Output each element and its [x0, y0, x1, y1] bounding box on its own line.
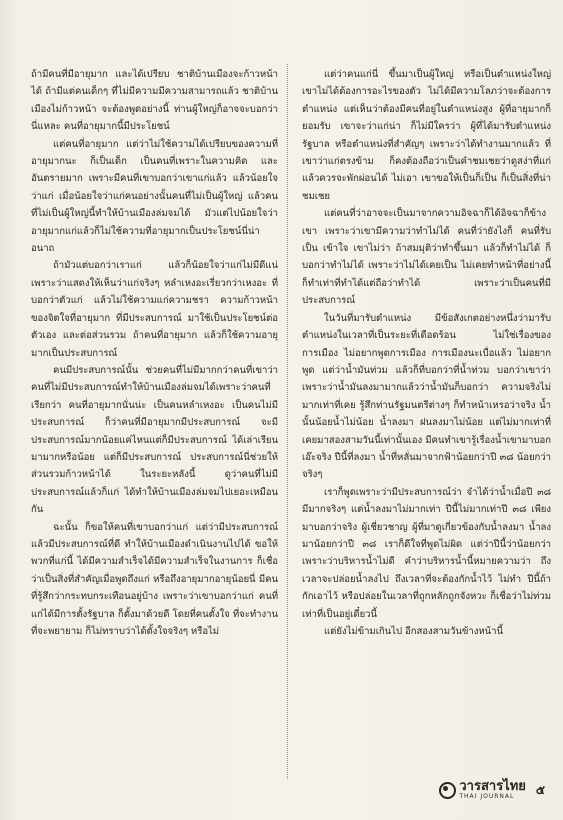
- paragraph: แต่คนที่ว่าอาจจะเป็นมาจากความอิจฉาก็ได้อิจฉาก็ข้างเขา เพราะว่าเขามีความว่าทำไม่ได้ คนที่ว่ายังไงก็ คนที่รับเป็น เข้าใจ เขาไม่ว่า ถ้าสมมุติว่าทำขึ้นมา แล้วก็ทำไม่ได้ ก็บอกว่าทำไม่ได้ เพราะว่าไม่ได้เคยเป็น ไม่เคยทำหน้าที่อย่างนี้ ก็ทำเท่าที่ทำได้แต่ถือว่าทำได้ เพราะว่าเป็นคนที่มีประสบการณ์: [302, 208, 551, 307]
- left-column: [31, 66, 278, 640]
- paragraph: ถ้ามีคนที่มีอายุมาก และได้เปรียบ ชาติบ้านเมืองจะก้าวหน้าได้ ถ้ามีแต่คนเด็กๆ ที่ไม่มีความมีความสามารถแล้ว ชาติบ้านเมืองไม่ก้าวหน้า จะต้องพูดอย่างนี้ ท่านผู้ใหญ่ก็อาจจะบอกว่า นี่แหละ คนที่อายุมากนี้มีประโยชน์: [31, 69, 278, 133]
- paragraph: เราก็พูดเพราะว่ามีประสบการณ์ว่า จำได้ว่าน้ำเมื่อปี ๓๘ มีมากจริงๆ แต่น้ำลงมาไม่มากเท่า ปีนี้ไม่มากเท่าปี ๓๘ เพียงมาบอกว่าจริง ผู้เชี่ยวชาญ ผู้ที่มาดูเกี่ยวข้องกับน้ำลงมา น้ำลงมาน้อยกว่าปี ๓๘ เราก็ดีใจที่พูดไม่ผิด แต่ว่าปีนี้ว่าน้อยกว่า เพราะว่าบริหารน้ำไม่ดี คำว่าบริหารน้ำนี้หมายความว่า ถึงเวลาจะปล่อยน้ำลงไป ถึงเวลาที่จะต้องกักน้ำไว้ ไม่ทำ ปีนี้ถ้ากักเอาไว้ หรือปล่อยในเวลาที่ถูกหลักถูกจังหวะ ก็เชื่อว่าไม่ท่วมเท่าที่เป็นอยู่เดี๋ยวนี้: [302, 486, 551, 620]
- paragraph: แต่ว่าคนแก่นี่ ขึ้นมาเป็นผู้ใหญ่ หรือเป็นตำแหน่งใหญ่ เขาไม่ได้ต้องการอะไรของตัว ไม่ได้มีความโลภว่าจะต้องการตำแหน่ง แต่เห็นว่าต้องมีคนที่อยู่ในตำแหน่งสูง ผู้ที่อายุมากก็ยอมรับ เขาจะว่าแก่น่า ก็ไม่มีใครว่า ผู้ที่ได้มารับตำแหน่งรัฐบาล หรือตำแหน่งที่สำคัญๆ เพราะว่าได้ทำงานมากแล้ว ที่เขาว่าแก่ตรงข้าม ก็คงต้องถือว่าเป็นคำชมเชยว่าดูสง่าที่แก่แล้วควรจะพักผ่อนได้ ไม่เอา เขาขอให้เป็นก็เป็น ก็เป็นสิ่งที่น่าชมเชย: [302, 69, 551, 202]
- logo-icon: [439, 782, 456, 799]
- paragraph: แต่ยังไม่ข้ามเกินไป อีกสองสามวันข้างหน้านี้: [324, 626, 503, 637]
- paragraph: ถ้ามัวแต่บอกว่าเราแก่ แล้วก็น้อยใจว่าแก่ไม่มีดีแน่ เพราะว่าแสดงให้เห็นว่าแก่จริงๆ หลำเหงอะเรี่ยวกว่าเหงอะ ที่บอกว่าตัวแก่ แล้วไม่ใช้ความแก่ความชรา ความก้าวหน้าของจิตใจที่อายุมาก ที่มีประสบการณ์ มาใช้เป็นประโยชน์ต่อตัวเอง และต่อส่วนรวม ถ้าคนที่อายุมาก แล้วก็ใช้ความอายุมากเป็นประสบการณ์: [31, 260, 278, 359]
- logo-text: [459, 780, 526, 800]
- page-footer: [439, 780, 545, 800]
- paragraph: คนมีประสบการณ์นั้น ช่วยคนที่ไม่มีมากกว่าคนที่เขาว่า คนที่ไม่มีประสบการณ์ทำให้บ้านเมืองล่มจมได้เพราะว่าคนที่เรียกว่า คนที่อายุมากนั่นน่ะ เป็นคนหลำเหงอะ เป็นคนไม่มีประสบการณ์ ก็ว่าคนที่มีอายุมากมีประสบการณ์ จะมีประสบการณ์มากน้อยแค่ไหนแต่ก็มีประสบการณ์ ได้เล่าเรียนมามากหรือน้อย แต่ก็มีประสบการณ์ ประสบการณ์นี่ช่วยให้ส่วนรวมก้าวหน้าได้ ในระยะหลังนี้ ดูว่าคนที่ไม่มีประสบการณ์แล้วก็แก่ ได้ทำให้บ้านเมืองล่มจมไปเยอะเหมือนกัน: [31, 364, 278, 516]
- journal-logo: [439, 780, 526, 800]
- paragraph: ฉะนั้น ก็ขอให้คนที่เขาบอกว่าแก่ แต่ว่ามีประสบการณ์ แล้วมีประสบการณ์ที่ดี ทำให้บ้านเมืองดำเนินงานไปได้ ขอให้พวกที่แก่นี้ ได้มีความสำเร็จได้มีความสำเร็จในงานการ ก็เชื่อว่าเป็นสิ่งที่สำคัญเมื่อพูดถึงแก่ หรือถึงอายุมากอายุน้อยนี่ มีคนที่รู้สึกว่ากระทบกระเทือนอยู่บ้าง เพราะว่าเขาบอกว่าแก่ คนที่แก่ได้มีการตั้งรัฐบาล ก็ตั้งมาด้วยดี โดยที่คนตั้งใจ ที่จะทำงาน ที่จะพยายาม ก็ไม่ทราบว่าได้ตั้งใจจริงๆ หรือไม่: [31, 521, 278, 637]
- column-divider: [287, 64, 288, 779]
- page-number: ๕: [535, 782, 545, 797]
- logo-main-text: วารสารไทย: [459, 779, 526, 794]
- paragraph: ในวันที่มารับตำแหน่ง มีข้อสังเกตอย่างหนึ่งว่ามารับตำแหน่งในเวลาที่เป็นระยะที่เดือดร้อน ไม่ใช่เรื่องของการเมือง ไม่อยากพูดการเมือง การเมืองนะเบื่อแล้ว ไม่อยากพูด แต่ว่าน้ำมันท่วม แล้วก็ที่บอกว่าที่น้ำท่วม บอกว่าเขาว่าเพราะว่าน้ำมันลงมามากแล้วว่าน้ำมันก็บอกว่า ความจริงไม่มากเท่าที่เคย รู้สึกท่านรัฐมนตรีต่างๆ ก็ทำหน้าเหรอว่าจริง น้ำนั้นน้อยน้ำไม่น้อย น้ำลงมา ฝนลงมาไม่น้อย แต่ไม่มากเท่าที่เคยมาสองสามวันนี้เท่านั้นเอง มีคนทำเขารู้เรื่องน้ำเขามาบอก เอ๊ะจริง ปีนี้ที่ลงมา น้ำที่หลั่นมาจากฟ้าน้อยกว่าปี ๓๘ น้อยกว่าจริงๆ: [302, 312, 551, 481]
- right-column: [302, 66, 551, 640]
- logo-sub-text: THAI JOURNAL: [459, 793, 515, 800]
- paragraph: แต่คนที่อายุมาก แต่ว่าไม่ใช้ความได้เปรียบของความที่อายุมากนะ ก็เป็นเด็ก เป็นคนที่เพราะในความคิด และอันตรายมาก เพราะมีคนที่เขาบอกว่าเขาแก่แล้ว แล้วน้อยใจว่าแก่ เมื่อน้อยใจว่าแก่คนอย่างนั้นคนที่ไม่เป็นผู้ใหญ่ แล้วคนที่ไม่เป็นผู้ใหญ่นี้ทำให้บ้านเมืองล่มจมได้ มัวแต่ไปน้อยใจว่าอายุมากแก่แล้วก็ไม่ใช้ความที่อายุมากเป็นประโยชน์นี่น่าอนาถ: [31, 138, 278, 255]
